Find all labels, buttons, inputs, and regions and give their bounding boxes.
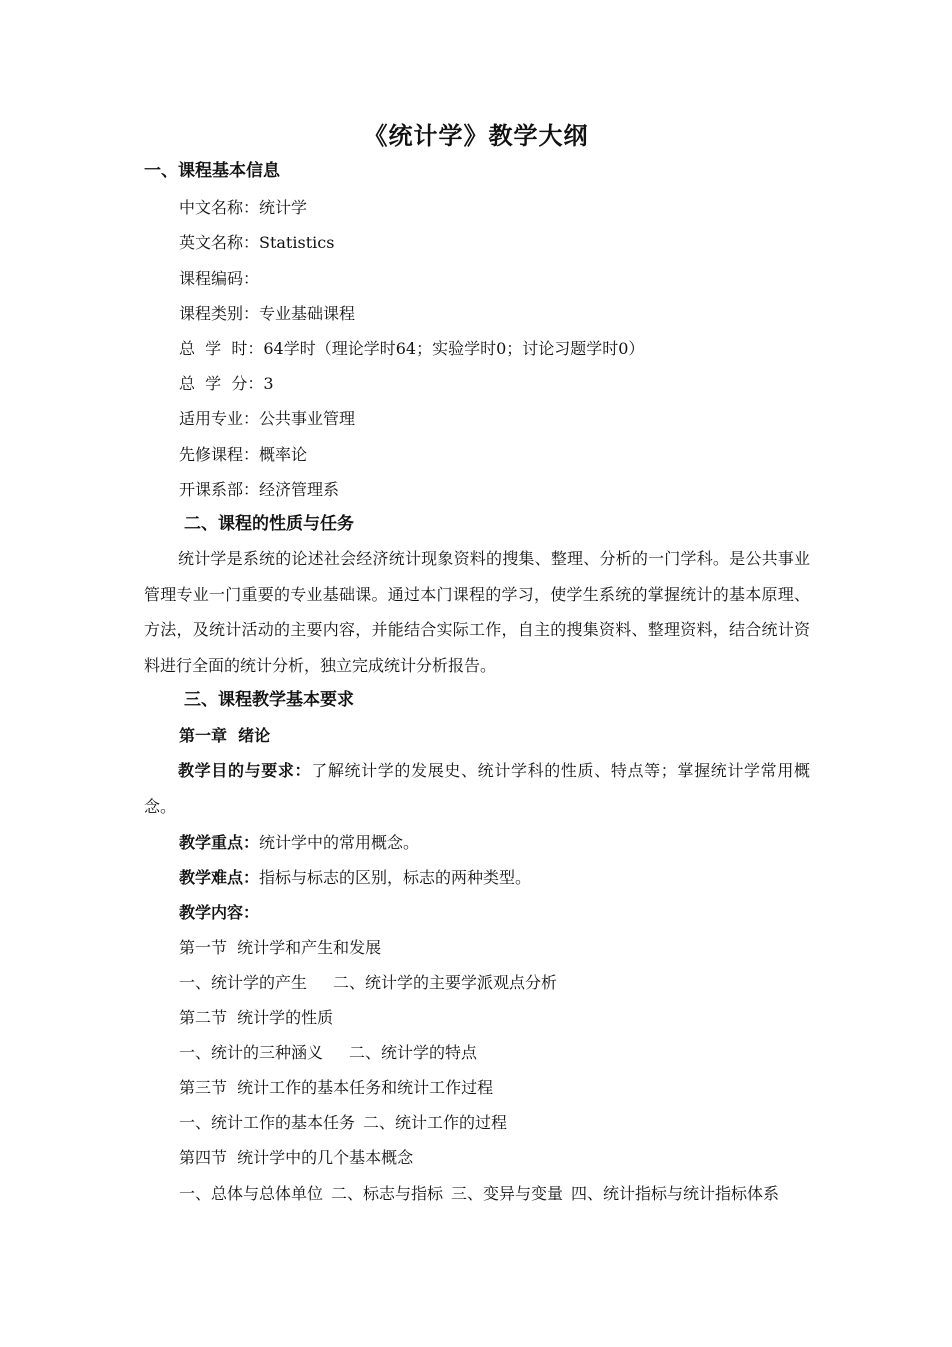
section-1-point-2: 二、统计学的主要学派观点分析 [333, 973, 558, 992]
section-heading-nature-tasks: 二、课程的性质与任务 [184, 514, 354, 534]
teaching-key-points [179, 832, 419, 854]
section-1-point-1: 一、统计学的产生 [179, 973, 308, 992]
section-2-points [179, 1042, 477, 1064]
section-1-points [179, 972, 557, 994]
teaching-difficulties [179, 867, 531, 889]
field-english-name: 英文名称：Statistics [179, 233, 335, 252]
section-3-point-2: 二、统计工作的过程 [363, 1113, 508, 1132]
section-1-title: 第一节 统计学和产生和发展 [179, 938, 382, 957]
section-2-point-1: 一、统计的三种涵义 [179, 1043, 324, 1062]
section-4-point-3: 三、变异与变量 [451, 1184, 564, 1203]
nature-tasks-paragraph: 统计学是系统的论述社会经济统计现象资料的搜集、整理、分析的一门学科。是公共事业管理专业一门重要的专业基础课。通过本门课程的学习，使学生系统的掌握统计的基本原理、方法，及统计活动的主要内容，并能结合实际工作，自主的搜集资料、整理资料，结合统计资料进行全面的统计分析，独立完成统计分析报告。 [144, 549, 810, 675]
teaching-key-label: 教学重点： [179, 833, 260, 852]
field-course-code: 课程编码： [179, 269, 260, 288]
teaching-difficulty-label: 教学难点： [179, 868, 260, 887]
section-3-points [179, 1112, 507, 1134]
chapter-title: 第一章 绪论 [179, 726, 271, 745]
teaching-difficulty-text: 指标与标志的区别，标志的两种类型。 [259, 868, 532, 887]
document-title: 《统计学》教学大纲 [363, 122, 589, 150]
teaching-objective-text: 了解统计学的发展史、统计学科的性质、特点等；掌握统计学常用概念。 [144, 761, 810, 816]
teaching-objective [144, 753, 810, 824]
section-3-point-1: 一、统计工作的基本任务 [179, 1113, 356, 1132]
field-total-hours: 总 学 时：64学时（理论学时64；实验学时0；讨论习题学时0） [179, 339, 645, 358]
teaching-objective-label: 教学目的与要求： [178, 761, 312, 780]
section-2-point-2: 二、统计学的特点 [349, 1043, 478, 1062]
teaching-content-label: 教学内容： [179, 903, 260, 922]
section-4-point-1: 一、总体与总体单位 [179, 1184, 324, 1203]
teaching-key-text: 统计学中的常用概念。 [259, 833, 420, 852]
section-2-title: 第二节 统计学的性质 [179, 1008, 334, 1027]
field-department: 开课系部：经济管理系 [179, 480, 340, 499]
section-3-title: 第三节 统计工作的基本任务和统计工作过程 [179, 1078, 494, 1097]
section-4-point-4: 四、统计指标与统计指标体系 [571, 1184, 780, 1203]
field-course-category: 课程类别：专业基础课程 [179, 304, 356, 323]
field-applicable-major: 适用专业：公共事业管理 [179, 409, 356, 428]
section-heading-basic-info: 一、课程基本信息 [144, 161, 280, 181]
field-prerequisite: 先修课程：概率论 [179, 445, 308, 464]
section-heading-requirements: 三、课程教学基本要求 [184, 690, 354, 710]
section-4-points [179, 1183, 779, 1205]
field-total-credits: 总 学 分：3 [179, 374, 274, 393]
field-chinese-name: 中文名称：统计学 [179, 198, 308, 217]
section-4-title: 第四节 统计学中的几个基本概念 [179, 1148, 414, 1167]
section-4-point-2: 二、标志与指标 [331, 1184, 444, 1203]
